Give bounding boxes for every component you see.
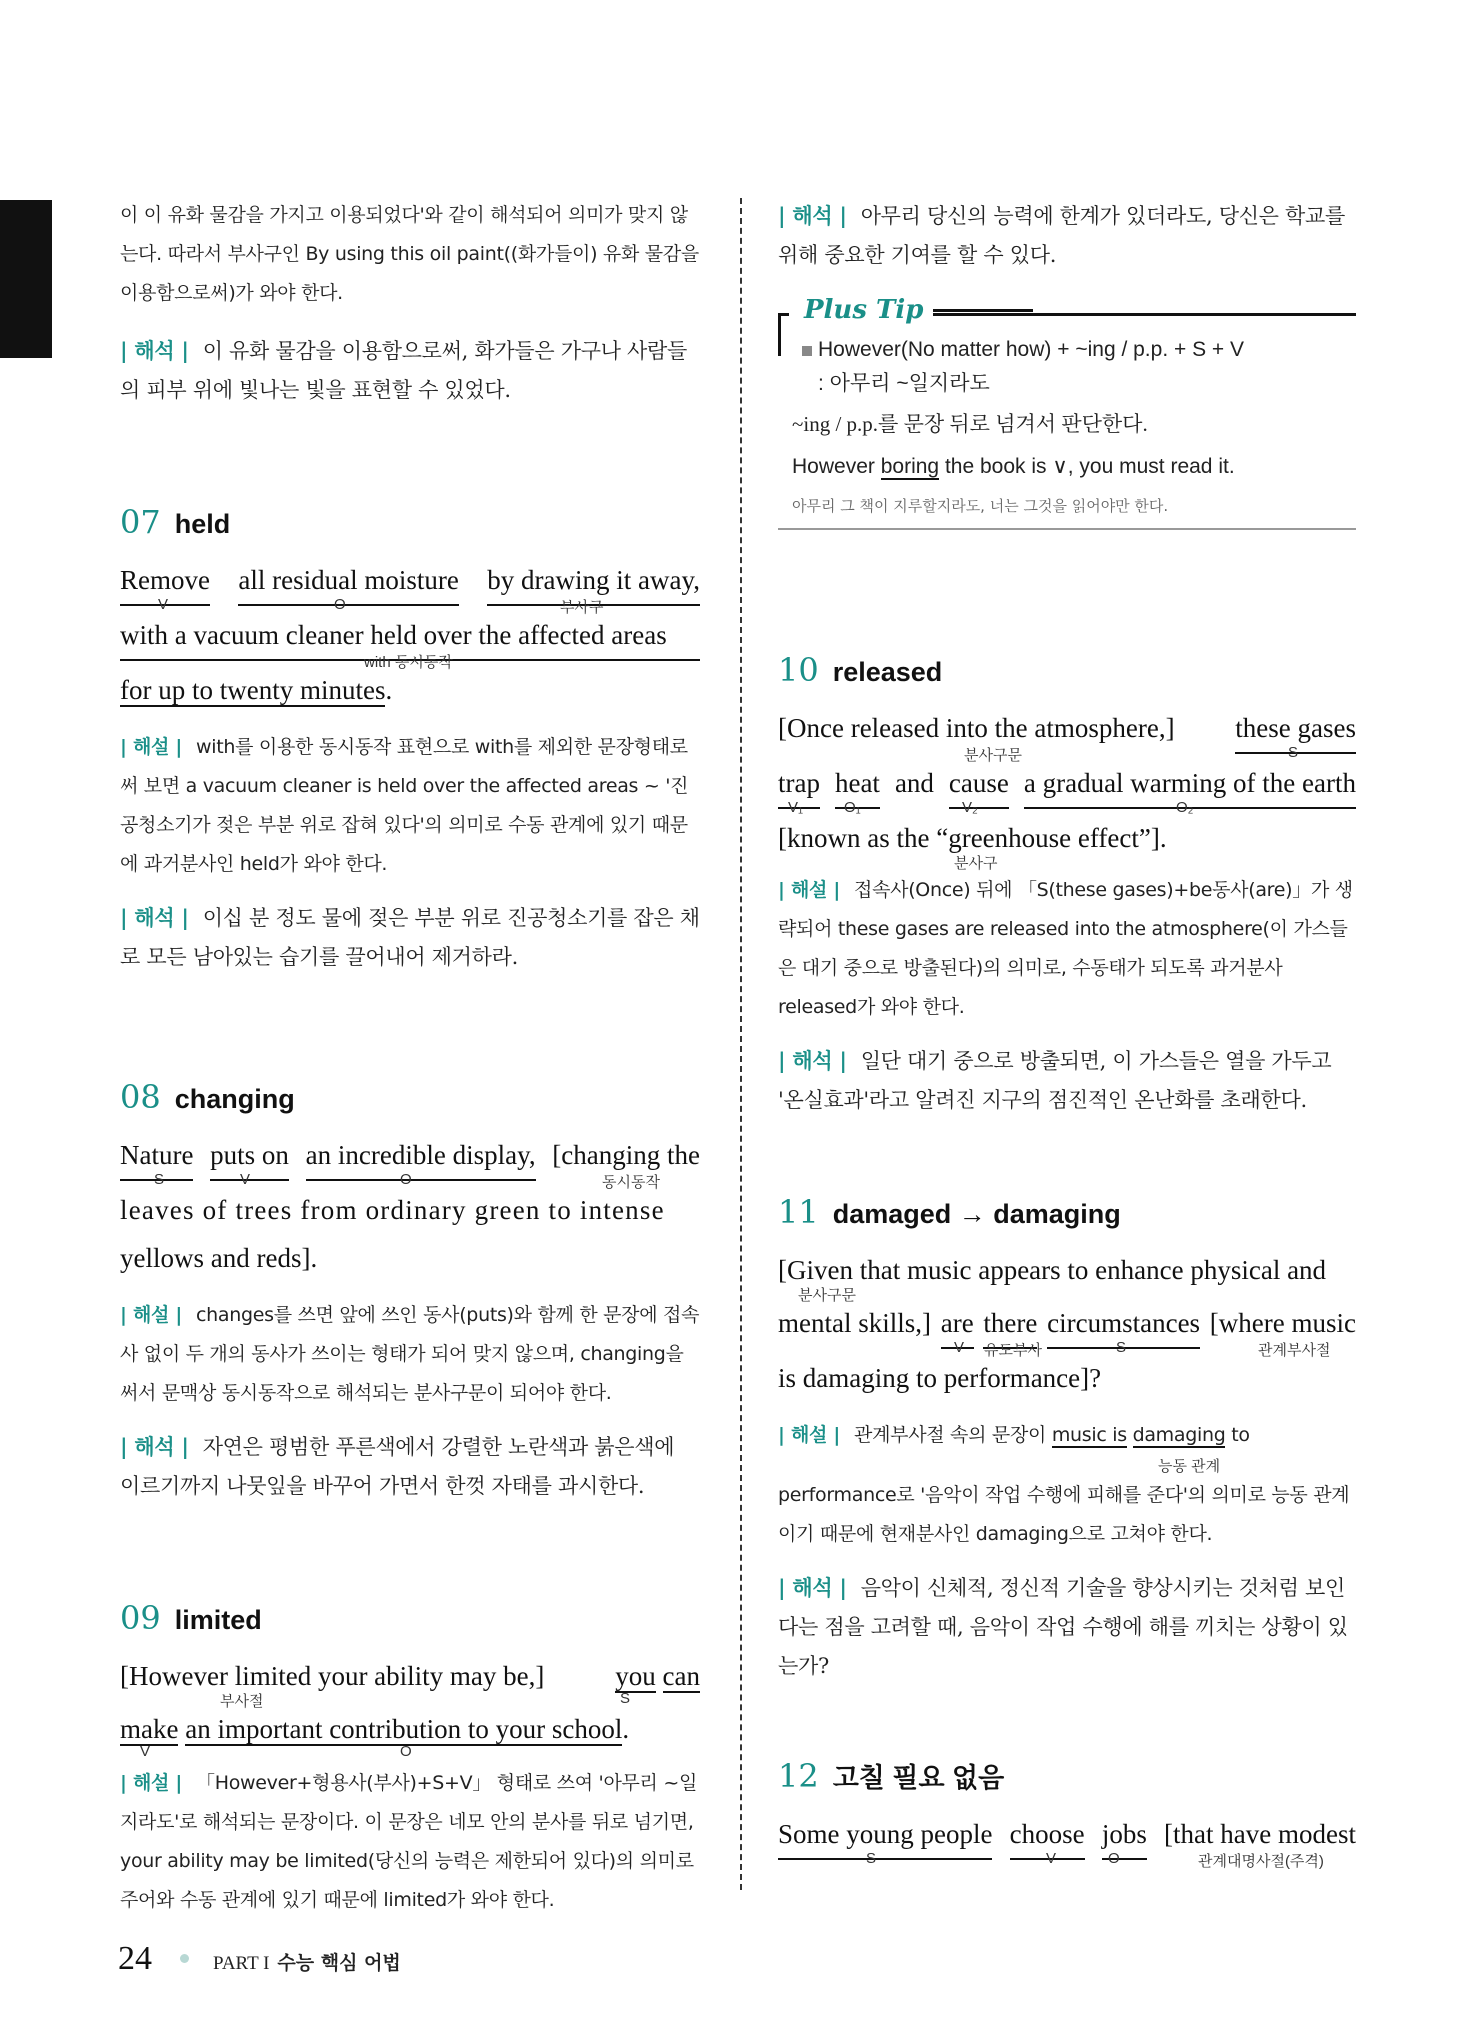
translation-text: 아무리 당신의 능력에 한계가 있더라도, 당신은 학교를 위해 중요한 기여를 할 수 있다. bbox=[778, 204, 1346, 267]
sentence-part: by drawing it away, bbox=[487, 556, 700, 606]
grammar-marks bbox=[120, 1743, 700, 1760]
mark-s: S bbox=[1288, 744, 1299, 761]
mark-o2: O₂ bbox=[1176, 799, 1194, 816]
sentence-part: an incredible display, bbox=[306, 1131, 536, 1181]
mark-v: V bbox=[1046, 1850, 1057, 1867]
tip-corner-decoration bbox=[778, 313, 789, 356]
explanation-text: changes를 쓰면 앞에 쓰인 동사(puts)와 함께 한 문장에 접속사 없이 두 개의 동사가 쓰이는 형태가 되어 맞지 않으며, changing을 써서 문맥상 동시동작으로 해석되는 분사구문이 되어야 한다. bbox=[120, 1304, 700, 1404]
question-number: 11 bbox=[778, 1193, 819, 1231]
question-answer: held bbox=[174, 509, 231, 539]
tip-text: ~ing / p.p.를 문장 뒤로 넘겨서 판단한다. bbox=[792, 412, 1148, 436]
mark-s: S bbox=[1116, 1339, 1127, 1356]
question-number: 07 bbox=[120, 503, 161, 541]
explanation-text: performance로 '음악이 작업 수행에 피해를 준다'의 의미로 능동 관계이기 때문에 현재분사인 damaging으로 고쳐야 한다. bbox=[778, 1484, 1350, 1545]
sentence-part: all residual moisture bbox=[238, 556, 458, 606]
column-divider bbox=[740, 198, 742, 1890]
sentence-part: for up to twenty minutes bbox=[120, 675, 386, 705]
sentence-part: [However limited your ability may be,] bbox=[120, 1661, 545, 1691]
mark-o: O bbox=[1108, 1850, 1120, 1867]
question-answer: changing bbox=[174, 1084, 295, 1114]
dot-icon bbox=[180, 1954, 189, 1963]
explanation-tag: | 해설 | bbox=[120, 1304, 183, 1326]
chapter-tab bbox=[0, 200, 52, 358]
sentence-part: an important contribution to your school bbox=[185, 1714, 623, 1744]
page-footer bbox=[118, 1940, 401, 1978]
question-11 bbox=[778, 1192, 1356, 1686]
question-heading bbox=[120, 1077, 700, 1123]
question-09 bbox=[120, 1598, 700, 1920]
translation bbox=[120, 898, 700, 977]
question-heading bbox=[120, 502, 700, 548]
question-heading bbox=[778, 1192, 1356, 1238]
explanation-text: 「However+형용사(부사)+S+V」 형태로 쓰여 '아무리 ~일지라도'로 해석되는 문장이다. 이 문장은 네모 안의 분사를 뒤로 넘기면, your ability may be limited(당신의 능력은 제한되어 있다)의 의미로 주어와 수동 관계에 있기 때문에 limited가 와야 한다. bbox=[120, 1772, 698, 1911]
mark-v: V bbox=[158, 596, 169, 613]
mark-adverb-phrase: 부사구 bbox=[560, 599, 604, 616]
translation-tag: | 해석 | bbox=[778, 203, 847, 228]
mark-simultaneous: 동시동작 bbox=[602, 1174, 660, 1191]
tip-rule: However(No matter how) + ~ing / p.p. + S + V : 아무리 ~일지라도 bbox=[802, 333, 1356, 401]
mark-s: S bbox=[866, 1850, 877, 1867]
question-number: 09 bbox=[120, 1599, 161, 1637]
translation bbox=[778, 1568, 1356, 1686]
continued-translation bbox=[120, 331, 700, 410]
mark-o1: O₁ bbox=[844, 799, 861, 816]
tip-example: However boring the book is ∨, you must read it. bbox=[792, 455, 1235, 478]
explanation: | 해설 | 관계부사절 속의 문장이 music is damaging to bbox=[778, 1424, 1250, 1446]
part-title: 수능 핵심 어법 bbox=[277, 1952, 401, 1974]
sentence-part: make bbox=[120, 1714, 179, 1744]
grammar-marks bbox=[778, 1455, 1356, 1475]
mark-s: S bbox=[154, 1171, 165, 1188]
example-line: leaves of trees from ordinary green to intense bbox=[120, 1195, 665, 1225]
mark-expletive: 유도부사 bbox=[984, 1342, 1042, 1359]
mark-relative-pronoun-clause: 관계대명사절(주격) bbox=[1198, 1853, 1324, 1870]
sentence-end: . bbox=[622, 1714, 630, 1744]
tip-title: Plus Tip bbox=[804, 295, 924, 325]
mark-v1: V₁ bbox=[788, 799, 804, 816]
translation-tag: | 해석 | bbox=[120, 338, 189, 363]
mark-v: V bbox=[240, 1171, 251, 1188]
question-08 bbox=[120, 1077, 700, 1506]
explanation bbox=[778, 871, 1356, 1027]
example-line: yellows and reds]. bbox=[120, 1243, 318, 1273]
example-line: [Given that music appears to enhance physical and bbox=[778, 1255, 1327, 1285]
mark-o: O bbox=[400, 1743, 412, 1760]
translation-text: 자연은 평범한 푸른색에서 강렬한 노란색과 붉은색에 이르기까지 나뭇잎을 바꾸어 가면서 한껏 자태를 과시한다. bbox=[120, 1435, 675, 1498]
mark-adverb-clause: 부사절 bbox=[220, 1693, 264, 1710]
mark-participle-clause: 분사구문 bbox=[964, 747, 1022, 764]
left-column bbox=[120, 196, 700, 1920]
page-number: 24 bbox=[118, 1940, 152, 1977]
translation bbox=[778, 1041, 1356, 1120]
translation-tag: | 해석 | bbox=[120, 1434, 189, 1459]
question-number: 10 bbox=[778, 651, 819, 689]
mark-participle-phrase: 분사구 bbox=[954, 855, 998, 872]
question-heading bbox=[778, 1756, 1356, 1802]
translation-text: 이 유화 물감을 이용함으로써, 화가들은 가구나 사람들의 피부 위에 빛나는 빛을 표현할 수 있었다. bbox=[120, 339, 688, 402]
tip-translation: 아무리 그 책이 지루할지라도, 너는 그것을 읽어야만 한다. bbox=[792, 497, 1169, 515]
example-line: Some young people choose jobs [that have modest bbox=[778, 1810, 1356, 1860]
sentence-part: can bbox=[662, 1661, 700, 1691]
insert-caret-icon: ∨ bbox=[1052, 455, 1068, 478]
mark-with-simultaneous: with 동시동작 bbox=[364, 654, 453, 671]
square-bullet-icon bbox=[802, 346, 812, 356]
question-07 bbox=[120, 502, 700, 977]
sentence-part: [Once released into the atmosphere,] bbox=[778, 713, 1175, 743]
mark-relative-adverb-clause: 관계부사절 bbox=[1258, 1342, 1331, 1359]
explanation-text: 접속사(Once) 뒤에 「S(these gases)+be동사(are)」가 생략되어 these gases are released into the atmosphere(이 가스들은 대기 중으로 방출된다)의 의미로, 수동태가 되도록 과거분사 released가 와야 한다. bbox=[778, 879, 1353, 1018]
translation-tag: | 해석 | bbox=[120, 905, 189, 930]
sentence-part: Remove bbox=[120, 556, 210, 606]
grammar-marks bbox=[778, 852, 1356, 872]
sentence-part: Nature bbox=[120, 1131, 193, 1181]
example-line: mental skills,] are there circumstances [where music bbox=[778, 1299, 1356, 1349]
sentence-part: [changing the bbox=[552, 1140, 700, 1170]
question-10 bbox=[778, 650, 1356, 1120]
example-line bbox=[120, 666, 700, 714]
translation-text: 음악이 신체적, 정신적 기술을 향상시키는 것처럼 보인다는 점을 고려할 때, 음악이 작업 수행에 해를 끼치는 상황이 있는가? bbox=[778, 1576, 1348, 1678]
explanation bbox=[120, 728, 700, 884]
explanation-text: with를 이용한 동시동작 표현으로 with를 제외한 문장형태로 써 보면 a vacuum cleaner is held over the affected areas ~ '진공청소기가 젖은 부분 위로 잡혀 있다'의 의미로 수동 관계에 있기 때문에 과거분사인 held가 와야 한다. bbox=[120, 736, 689, 875]
question-12 bbox=[778, 1756, 1356, 1870]
translation-text: 일단 대기 중으로 방출되면, 이 가스들은 열을 가두고 '온실효과'라고 알려진 지구의 점진적인 온난화를 초래한다. bbox=[778, 1049, 1332, 1112]
mark-o: O bbox=[400, 1171, 412, 1188]
example-line: is damaging to performance]? bbox=[778, 1363, 1102, 1393]
translation-tag: | 해석 | bbox=[778, 1575, 847, 1600]
question-answer: damaged → damaging bbox=[832, 1199, 1121, 1229]
question-answer: 고칠 필요 없음 bbox=[832, 1763, 1005, 1793]
explanation-tag: | 해설 | bbox=[120, 1772, 183, 1794]
mark-active-relation: 능동 관계 bbox=[1158, 1458, 1221, 1475]
explanation bbox=[120, 1764, 700, 1920]
question-number: 08 bbox=[120, 1078, 161, 1116]
tip-rule-accent bbox=[933, 309, 1033, 312]
explanation bbox=[120, 1296, 700, 1413]
part-label: PART I bbox=[213, 1953, 270, 1974]
sentence-part: with a vacuum cleaner held over the affected areas bbox=[120, 611, 700, 661]
continued-translation bbox=[778, 196, 1356, 275]
question-answer: released bbox=[832, 657, 943, 687]
continued-explanation: 이 이 유화 물감을 가지고 이용되었다'와 같이 해석되어 의미가 맞지 않는다. 따라서 부사구인 By using this oil paint((화가들이) 유화 물감을 이용함으로써)가 와야 한다. bbox=[120, 204, 699, 304]
translation-text: 이십 분 정도 물에 젖은 부분 위로 진공청소기를 잡은 채로 모든 남아있는 습기를 끌어내어 제거하라. bbox=[120, 906, 700, 969]
grammar-marks bbox=[778, 1850, 1356, 1870]
example-line: trap heat and cause a gradual warming of the earth bbox=[778, 759, 1356, 809]
mark-v2: V₂ bbox=[962, 799, 978, 816]
mark-participle-clause: 분사구문 bbox=[798, 1287, 856, 1304]
mark-s: S bbox=[620, 1690, 631, 1707]
sentence-part: you bbox=[615, 1661, 656, 1691]
explanation-tag: | 해설 | bbox=[778, 1424, 841, 1446]
sentence-part: these gases bbox=[1235, 704, 1356, 754]
plus-tip-box bbox=[778, 295, 1356, 530]
mark-o: O bbox=[334, 596, 346, 613]
sentence-end: . bbox=[385, 675, 393, 705]
explanation-tag: | 해설 | bbox=[120, 736, 183, 758]
question-heading bbox=[778, 650, 1356, 696]
tip-rule-line bbox=[933, 313, 1356, 316]
question-answer: limited bbox=[174, 1605, 262, 1635]
mark-v: V bbox=[140, 1743, 151, 1760]
sentence-part: puts on bbox=[210, 1131, 289, 1181]
explanation-tag: | 해설 | bbox=[778, 879, 841, 901]
translation bbox=[120, 1427, 700, 1506]
example-line: [known as the “greenhouse effect”]. bbox=[778, 823, 1167, 853]
mark-v: V bbox=[954, 1339, 965, 1356]
question-heading bbox=[120, 1598, 700, 1644]
translation-tag: | 해석 | bbox=[778, 1048, 847, 1073]
question-number: 12 bbox=[778, 1757, 819, 1795]
right-column bbox=[778, 196, 1356, 1870]
